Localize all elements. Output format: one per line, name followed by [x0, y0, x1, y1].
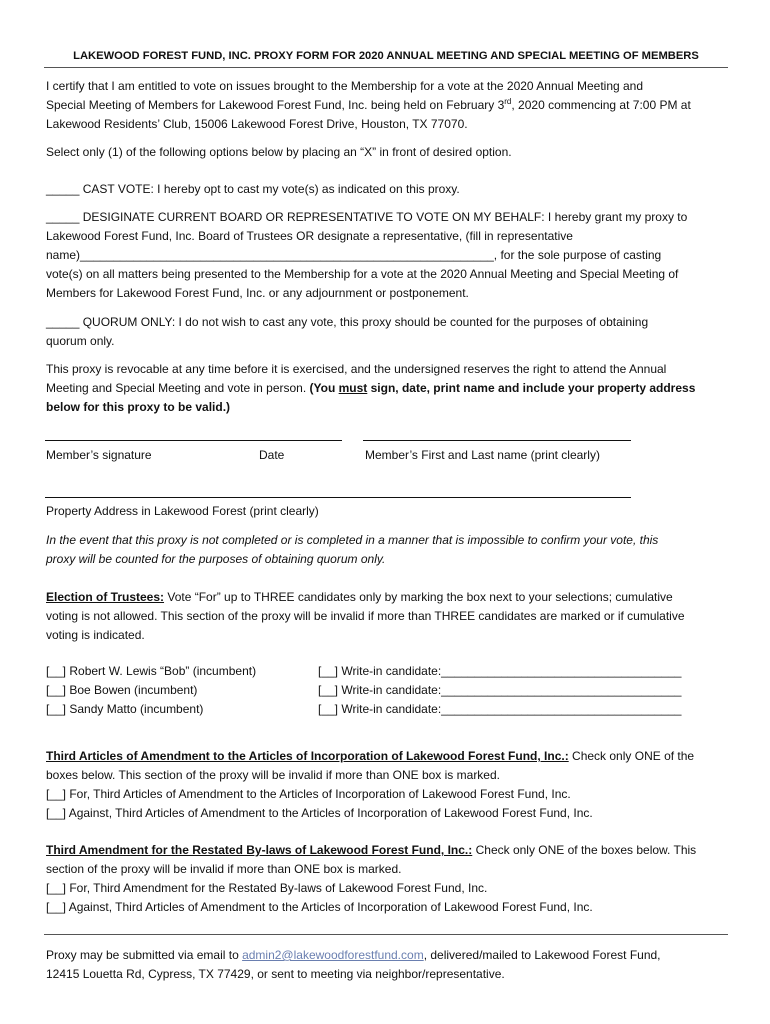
date-label: Date [259, 448, 285, 462]
bylaws-for-option[interactable]: [__] For, Third Amendment for the Restated By-laws of Lakewood Forest Fund, Inc. [46, 881, 488, 895]
candidate-sandy-matto[interactable]: [__] Sandy Matto (incumbent) [46, 702, 204, 716]
member-name-label: Member’s First and Last name (print clearly) [365, 448, 600, 462]
incomplete-note [46, 531, 728, 569]
footer-paragraph [46, 946, 728, 984]
bylaws-line-2: section of the proxy will be invalid if more than ONE box is marked. [46, 862, 402, 876]
designate-line-2: Lakewood Forest Fund, Inc. Board of Trustees OR designate a representative, (fill in representative [46, 229, 573, 243]
write-in-candidate-3[interactable]: [__] Write-in candidate:____________________________________ [318, 702, 682, 716]
revocable-line-3: below for this proxy to be valid.) [46, 400, 231, 414]
name-line[interactable] [363, 440, 631, 441]
articles-line-2: boxes below. This section of the proxy will be invalid if more than ONE box is marked. [46, 768, 500, 782]
trustees-line-2: voting is not allowed. This section of the proxy will be invalid if more than THREE candidates are marked or if cumulative [46, 609, 685, 623]
revocable-bold-a: (You [309, 381, 339, 395]
revocable-line-2 [46, 379, 728, 398]
designate-line-4: vote(s) on all matters being presented to the Membership for a vote at the 2020 Annual Meeting and Special Meeting of [46, 267, 679, 281]
trustees-line-1-text: Vote “For” up to THREE candidates only by marking the box next to your selections; cumulative [164, 590, 673, 604]
articles-section [46, 747, 728, 823]
footer-line-2: 12415 Louetta Rd, Cypress, TX 77429, or sent to meeting via neighbor/representative. [46, 967, 505, 981]
bylaws-heading: Third Amendment for the Restated By-laws of Lakewood Forest Fund, Inc.: [46, 843, 473, 857]
bylaws-against-option[interactable]: [__] Against, Third Articles of Amendment to the Articles of Incorporation of Lakewood Forest Fund, Inc. [46, 900, 593, 914]
articles-against-option[interactable]: [__] Against, Third Articles of Amendment to the Articles of Incorporation of Lakewood Forest Fund, Inc. [46, 806, 593, 820]
candidate-list [46, 662, 256, 719]
ordinal-suffix: rd [504, 97, 512, 106]
articles-heading: Third Articles of Amendment to the Articles of Incorporation of Lakewood Forest Fund, Inc.: [46, 749, 569, 763]
title-divider [44, 67, 728, 68]
email-link[interactable]: admin2@lakewoodforestfund.com [242, 948, 424, 962]
footer-line-1a: Proxy may be submitted via email to [46, 948, 243, 962]
bylaws-section [46, 841, 728, 917]
write-in-candidate-2[interactable]: [__] Write-in candidate:____________________________________ [318, 683, 682, 697]
candidate-boe-bowen[interactable]: [__] Boe Bowen (incumbent) [46, 683, 198, 697]
address-line[interactable] [45, 497, 631, 498]
footer-divider [44, 934, 728, 935]
designate-line-1: _____ DESIGINATE CURRENT BOARD OR REPRESENTATIVE TO VOTE ON MY BEHALF: I hereby grant my proxy to [46, 210, 688, 224]
must-emphasis: must [338, 381, 368, 395]
revocable-line-1: This proxy is revocable at any time before it is exercised, and the undersigned reserves the right to attend the Annual [46, 362, 667, 376]
bylaws-line-1-text: Check only ONE of the boxes below. This [472, 843, 697, 857]
articles-line-1-text: Check only ONE of the [568, 749, 695, 763]
footer-line-1 [46, 946, 728, 965]
certify-paragraph [46, 77, 728, 134]
quorum-line-2: quorum only. [46, 334, 115, 348]
trustees-line-1 [46, 588, 728, 607]
signature-date-line[interactable] [45, 440, 342, 441]
option-designate[interactable] [46, 208, 728, 303]
trustees-section [46, 588, 728, 645]
certify-line-2b: , 2020 commencing at 7:00 PM at [511, 98, 691, 112]
bylaws-line-1 [46, 841, 728, 860]
property-address-label: Property Address in Lakewood Forest (print clearly) [46, 504, 319, 518]
designate-line-3: name)______________________________________________________________, for the sole purpose of casting [46, 248, 662, 262]
option-cast-vote[interactable]: _____ CAST VOTE: I hereby opt to cast my vote(s) as indicated on this proxy. [46, 182, 460, 196]
trustees-heading: Election of Trustees: [46, 590, 165, 604]
candidate-robert-lewis[interactable]: [__] Robert W. Lewis “Bob” (incumbent) [46, 664, 257, 678]
articles-for-option[interactable]: [__] For, Third Articles of Amendment to the Articles of Incorporation of Lakewood Forest Fund, Inc. [46, 787, 571, 801]
revocable-line-2a: Meeting and Special Meeting and vote in person. [46, 381, 310, 395]
member-signature-label: Member’s signature [46, 448, 152, 462]
write-in-candidate-1[interactable]: [__] Write-in candidate:____________________________________ [318, 664, 682, 678]
revocable-paragraph [46, 360, 728, 417]
trustees-line-3: voting is indicated. [46, 628, 145, 642]
certify-line-3: Lakewood Residents’ Club, 15006 Lakewood Forest Drive, Houston, TX 77070. [46, 117, 468, 131]
certify-line-2a: Special Meeting of Members for Lakewood Forest Fund, Inc. being held on February 3 [46, 98, 505, 112]
incomplete-line-2: proxy will be counted for the purposes of obtaining quorum only. [46, 552, 386, 566]
designate-line-5: Members for Lakewood Forest Fund, Inc. or any adjournment or postponement. [46, 286, 469, 300]
footer-line-1b: , delivered/mailed to Lakewood Forest Fund, [423, 948, 661, 962]
select-instruction: Select only (1) of the following options below by placing an “X” in front of desired option. [46, 145, 512, 159]
incomplete-line-1: In the event that this proxy is not completed or is completed in a manner that is impossible to confirm your vote, this [46, 533, 659, 547]
certify-line-1: I certify that I am entitled to vote on issues brought to the Membership for a vote at the 2020 Annual Meeting and [46, 79, 644, 93]
write-in-list [318, 662, 681, 719]
revocable-bold-b: sign, date, print name and include your property address [367, 381, 696, 395]
certify-line-2 [46, 96, 728, 115]
option-quorum-only[interactable] [46, 313, 728, 351]
articles-line-1 [46, 747, 728, 766]
quorum-line-1: _____ QUORUM ONLY: I do not wish to cast any vote, this proxy should be counted for the purposes of obtaining [46, 315, 649, 329]
form-title: LAKEWOOD FOREST FUND, INC. PROXY FORM FOR 2020 ANNUAL MEETING AND SPECIAL MEETING OF MEMBERS [73, 50, 699, 62]
